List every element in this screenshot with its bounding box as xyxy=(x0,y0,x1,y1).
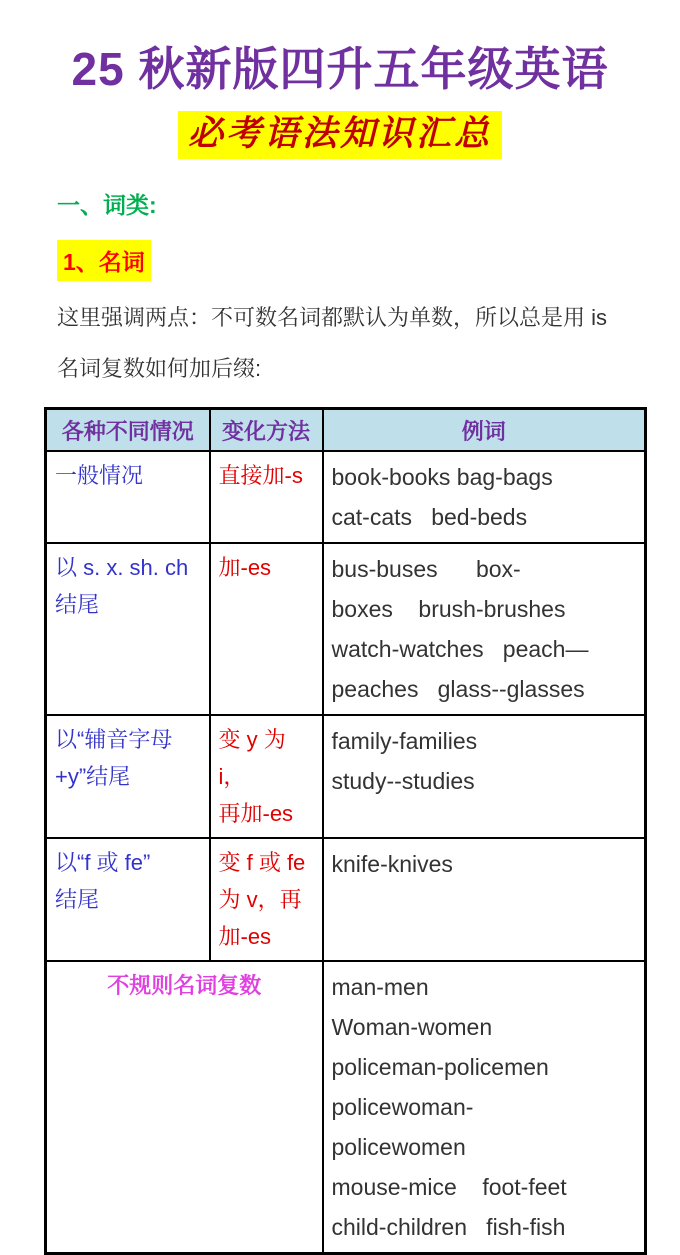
case-line: 结尾 xyxy=(55,886,100,912)
sub-heading-row xyxy=(57,240,644,281)
header-examples-column: 例词 xyxy=(323,409,646,451)
table-row-general xyxy=(46,451,646,543)
method-line: 变 f 或 fe xyxy=(218,849,306,875)
sub-heading-nouns-highlighted: 1、名词 xyxy=(57,240,151,281)
case-line: 结尾 xyxy=(55,591,100,617)
method-cell xyxy=(210,715,323,838)
example-line: policewoman- xyxy=(331,1093,474,1120)
example-line: watch-watches peach— xyxy=(331,635,589,662)
example-line: bus-buses box- xyxy=(331,555,521,582)
example-line: cat-cats bed-beds xyxy=(331,503,528,530)
case-line: 以“f 或 fe” xyxy=(55,849,151,875)
case-cell xyxy=(46,451,210,543)
method-cell xyxy=(210,838,323,961)
method-line: 变 y 为 i， xyxy=(218,726,292,789)
table-row-f-fe xyxy=(46,838,646,961)
page-title: 25 秋新版四升五年级英语 xyxy=(71,43,609,95)
example-line: child-children fish-fish xyxy=(331,1213,566,1240)
example-line: policeman-policemen xyxy=(331,1053,549,1080)
header-method-column: 变化方法 xyxy=(210,409,323,451)
example-line: knife-knives xyxy=(331,850,453,877)
table-row-irregular xyxy=(46,961,646,1254)
irregular-label: 不规则名词复数 xyxy=(107,972,262,998)
example-line: peaches glass--glasses xyxy=(331,675,585,702)
table-row-s-x-sh-ch xyxy=(46,543,646,715)
method-cell xyxy=(210,451,323,543)
method-cell xyxy=(210,543,323,715)
example-line: boxes brush-brushes xyxy=(331,595,566,622)
method-line: 直接加-s xyxy=(218,462,303,488)
paragraph-line-1: 这里强调两点：不可数名词都默认为单数，所以总是用 is xyxy=(57,305,608,331)
example-line: family-families xyxy=(331,727,478,754)
examples-cell xyxy=(323,543,646,715)
irregular-label-cell xyxy=(46,961,323,1254)
table-header-row xyxy=(46,409,646,451)
example-line: policewomen xyxy=(331,1133,466,1160)
noun-plural-rules-table xyxy=(44,407,647,1255)
header-case-column: 各种不同情况 xyxy=(46,409,210,451)
case-line: +y”结尾 xyxy=(55,763,131,789)
paragraph-line-2: 名词复数如何加后缀: xyxy=(57,355,262,381)
example-line: study--studies xyxy=(331,767,475,794)
examples-cell xyxy=(323,715,646,838)
case-cell xyxy=(46,543,210,715)
examples-cell xyxy=(323,961,646,1254)
case-cell xyxy=(46,838,210,961)
case-cell xyxy=(46,715,210,838)
section-heading-word-classes: 一、词类: xyxy=(57,192,157,219)
content-area xyxy=(57,187,644,382)
case-line: 一般情况 xyxy=(55,462,144,488)
case-line: 以 s. x. sh. ch xyxy=(55,554,189,580)
document-page xyxy=(0,42,680,1255)
example-line: man-men xyxy=(331,973,429,1000)
example-line: book-books bag-bags xyxy=(331,463,553,490)
examples-cell xyxy=(323,838,646,961)
table-row-consonant-y xyxy=(46,715,646,838)
method-line: 加-es xyxy=(218,554,272,580)
method-line: 加-es xyxy=(218,923,272,949)
subtitle-row xyxy=(0,111,680,159)
method-line: 再加-es xyxy=(218,800,294,826)
example-line: mouse-mice foot-feet xyxy=(331,1173,567,1200)
case-line: 以“辅音字母 xyxy=(55,726,173,752)
example-line: Woman-women xyxy=(331,1013,493,1040)
method-line: 为 v，再 xyxy=(218,886,302,912)
page-subtitle-highlighted: 必考语法知识汇总 xyxy=(178,111,502,159)
examples-cell xyxy=(323,451,646,543)
